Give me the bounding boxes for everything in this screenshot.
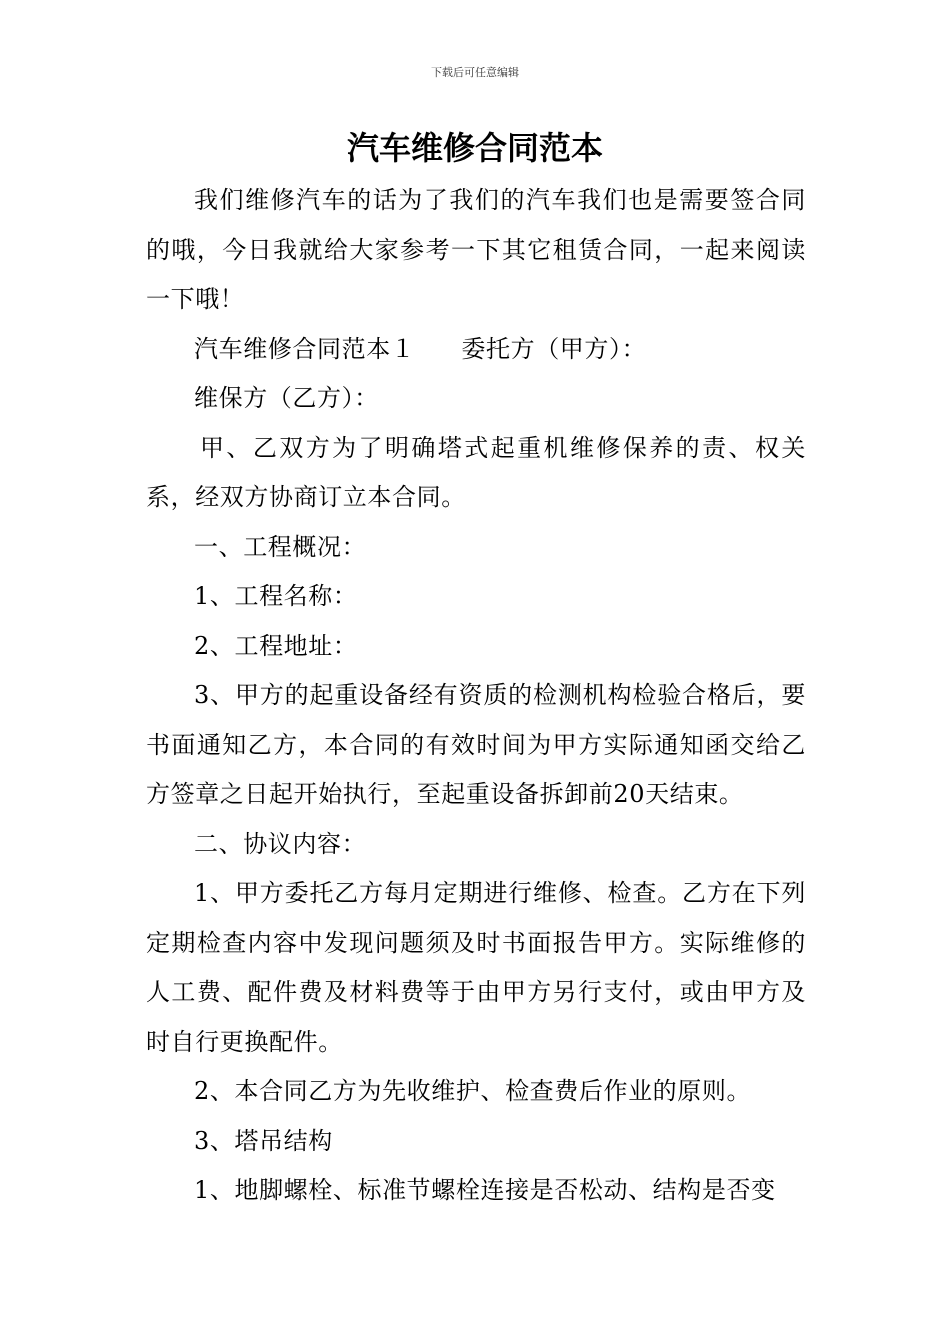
section-1-item-2: 2、工程地址： xyxy=(194,631,358,660)
intro-paragraph: 我们维修汽车的话为了我们的汽车我们也是需要签合同的哦，今日我就给大家参考一下其它租赁合同，一起来阅读一下哦！ xyxy=(146,186,806,313)
section-2-heading: 二、协议内容： xyxy=(194,829,367,858)
contract-party-a-line xyxy=(146,325,806,375)
section-2-item-3: 3、塔吊结构 xyxy=(194,1126,333,1155)
contract-name: 汽车维修合同范本１ xyxy=(194,334,416,363)
document-title: 汽车维修合同范本 xyxy=(346,129,603,167)
section-2-item-1: 1、甲方委托乙方每月定期进行维修、检查。乙方在下列定期检查内容中发现问题须及时书面报告甲方。实际维修的人工费、配件费及材料费等于由甲方另行支付，或由甲方及时自行更换配件。 xyxy=(146,879,806,1056)
section-1-heading: 一、工程概况： xyxy=(194,532,367,561)
section-2-item-2: 2、本合同乙方为先收维护、检查费后作业的原则。 xyxy=(194,1077,752,1105)
preamble-paragraph: 甲、乙双方为了明确塔式起重机维修保养的责、权关系，经双方协商订立本合同。 xyxy=(146,433,806,511)
party-a-label: 委托方（甲方）： xyxy=(461,334,647,363)
structure-item-1: 1、地脚螺栓、标准节螺栓连接是否松动、结构是否变 xyxy=(194,1176,776,1204)
header-note: 下载后可任意编辑 xyxy=(431,66,519,79)
section-1-item-3: 3、甲方的起重设备经有资质的检测机构检验合格后，要书面通知乙方，本合同的有效时间为甲方实际通知函交给乙方签章之日起开始执行，至起重设备拆卸前20天结束。 xyxy=(146,681,806,808)
section-1-item-1: 1、工程名称： xyxy=(194,582,358,610)
party-b-label: 维保方（乙方）： xyxy=(194,384,379,412)
document-body xyxy=(146,176,806,1216)
